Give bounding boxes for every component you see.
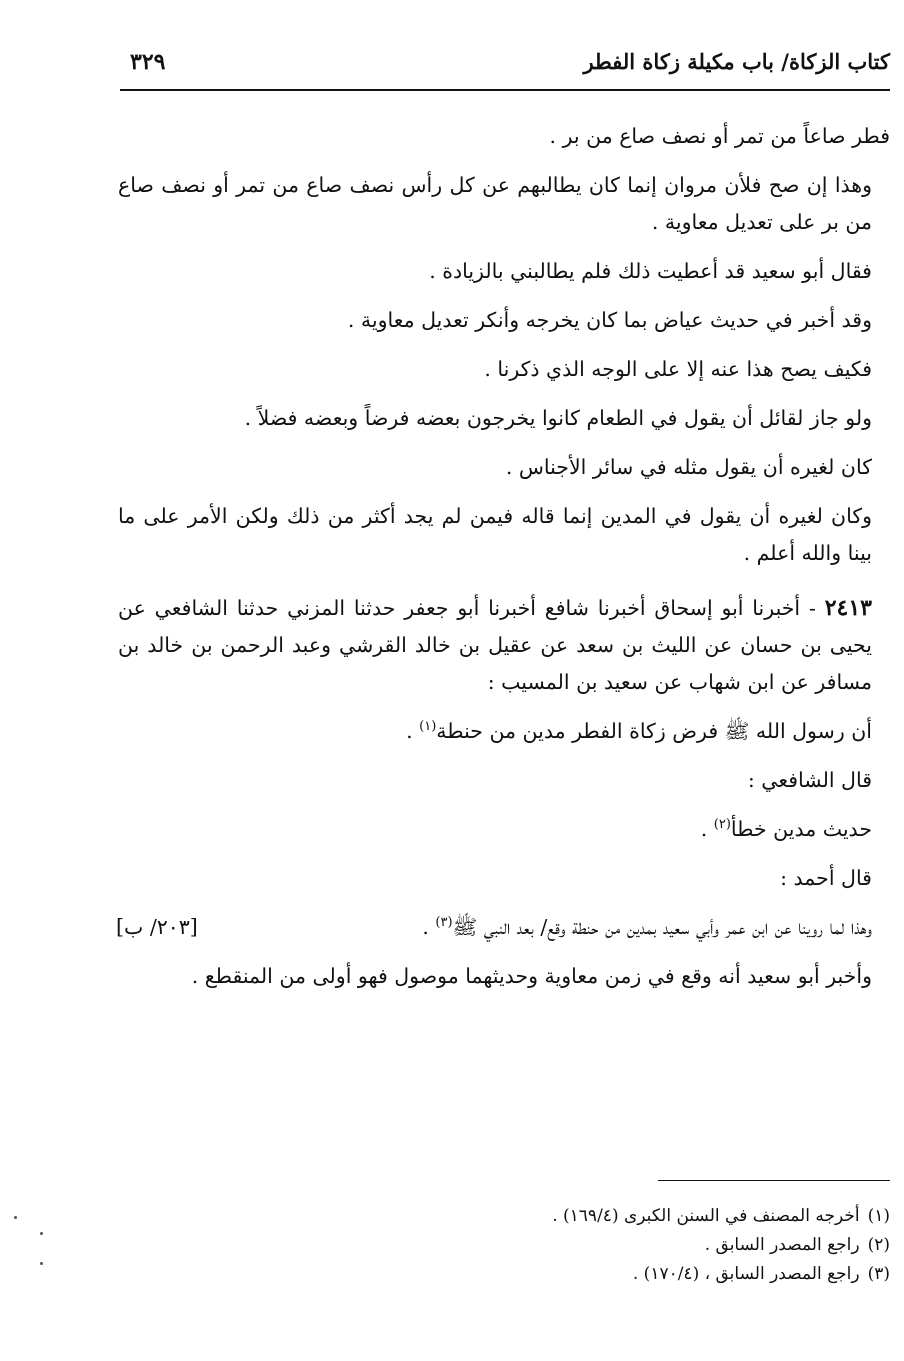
footnote xyxy=(190,1231,890,1260)
footnotes xyxy=(190,1202,890,1289)
paragraph: وقد أخبر في حديث عياض بما كان يخرجه وأنكر تعديل معاوية . xyxy=(347,308,872,332)
ahmad-end: . xyxy=(422,915,436,939)
footnote-text: راجع المصدر السابق ، (١٧٠/٤) . xyxy=(632,1264,860,1284)
hadith-isnad: - أخبرنا أبو إسحاق أخبرنا شافع أخبرنا أبو جعفر حدثنا المزني حدثنا الشافعي عن يحيى بن حسان عن الليث بن سعد عن عقيل بن خالد القرشي وعبد الرحمن بن خالد بن مسافر عن ابن شهاب عن سعيد بن المسيب : xyxy=(118,596,872,694)
footnote xyxy=(190,1260,890,1289)
paragraph: وأخبر أبو سعيد أنه وقع في زمن معاوية وحديثهما موصول فهو أولى من المنقطع . xyxy=(191,964,872,988)
page-number: ٣٢٩ xyxy=(130,49,166,75)
ahmad-text: وهذا لما روينا عن ابن عمر وأبي سعيد بمدين من حنطة وقع/ بعد النبي ﷺ xyxy=(452,915,872,939)
footnote-ref: (١) xyxy=(419,719,437,735)
running-header xyxy=(120,45,890,91)
footnote-separator xyxy=(658,1180,890,1181)
hadith-block xyxy=(118,590,890,701)
footnote-marker: (١) xyxy=(867,1206,890,1226)
paragraph: وهذا إن صح فلأن مروان إنما كان يطالبهم عن كل رأس نصف صاع من تمر أو نصف صاع من بر على تعديل معاوية . xyxy=(118,173,872,234)
footnote-marker: (٢) xyxy=(867,1235,890,1255)
scan-speck xyxy=(40,1232,43,1235)
paragraph: كان لغيره أن يقول مثله في سائر الأجناس . xyxy=(505,455,872,479)
footnote-text: راجع المصدر السابق . xyxy=(704,1235,860,1255)
main-text xyxy=(118,118,890,1007)
manuscript-marker: [٢٠٣/ ب] xyxy=(116,915,198,939)
footnote-ref: (٣) xyxy=(435,915,453,931)
footnote-ref: (٢) xyxy=(713,817,731,833)
ahmad-statement xyxy=(118,909,890,946)
matn-text: أن رسول الله ﷺ فرض زكاة الفطر مدين من حنطة xyxy=(436,719,872,743)
shafii-statement xyxy=(118,811,890,848)
chapter-title: كتاب الزكاة/ باب مكيلة زكاة الفطر xyxy=(583,49,890,74)
shafii-text: حديث مدين خطأ xyxy=(730,817,872,841)
scan-speck xyxy=(40,1262,43,1265)
footnote xyxy=(190,1202,890,1231)
speaker-label: قال الشافعي : xyxy=(747,768,872,792)
speaker-label: قال أحمد : xyxy=(780,866,872,890)
scan-speck xyxy=(14,1216,17,1219)
paragraph: فطر صاعاً من تمر أو نصف صاع من بر . xyxy=(549,124,890,148)
paragraph: فقال أبو سعيد قد أعطيت ذلك فلم يطالبني بالزيادة . xyxy=(429,259,872,283)
footnote-marker: (٣) xyxy=(867,1264,890,1284)
hadith-matn xyxy=(118,713,890,750)
paragraph: فكيف يصح هذا عنه إلا على الوجه الذي ذكرنا . xyxy=(484,357,872,381)
paragraph: ولو جاز لقائل أن يقول في الطعام كانوا يخرجون بعضه فرضاً وبعضه فضلاً . xyxy=(244,406,872,430)
matn-end: . xyxy=(406,719,420,743)
paragraph: وكان لغيره أن يقول في المدين إنما قاله فيمن لم يجد أكثر من ذلك ولكن الأمر على ما بينا والله أعلم . xyxy=(118,504,872,565)
footnote-text: أخرجه المصنف في السنن الكبرى (١٦٩/٤) . xyxy=(552,1206,860,1226)
hadith-number: ٢٤١٣ xyxy=(824,595,872,621)
shafii-end: . xyxy=(700,817,714,841)
